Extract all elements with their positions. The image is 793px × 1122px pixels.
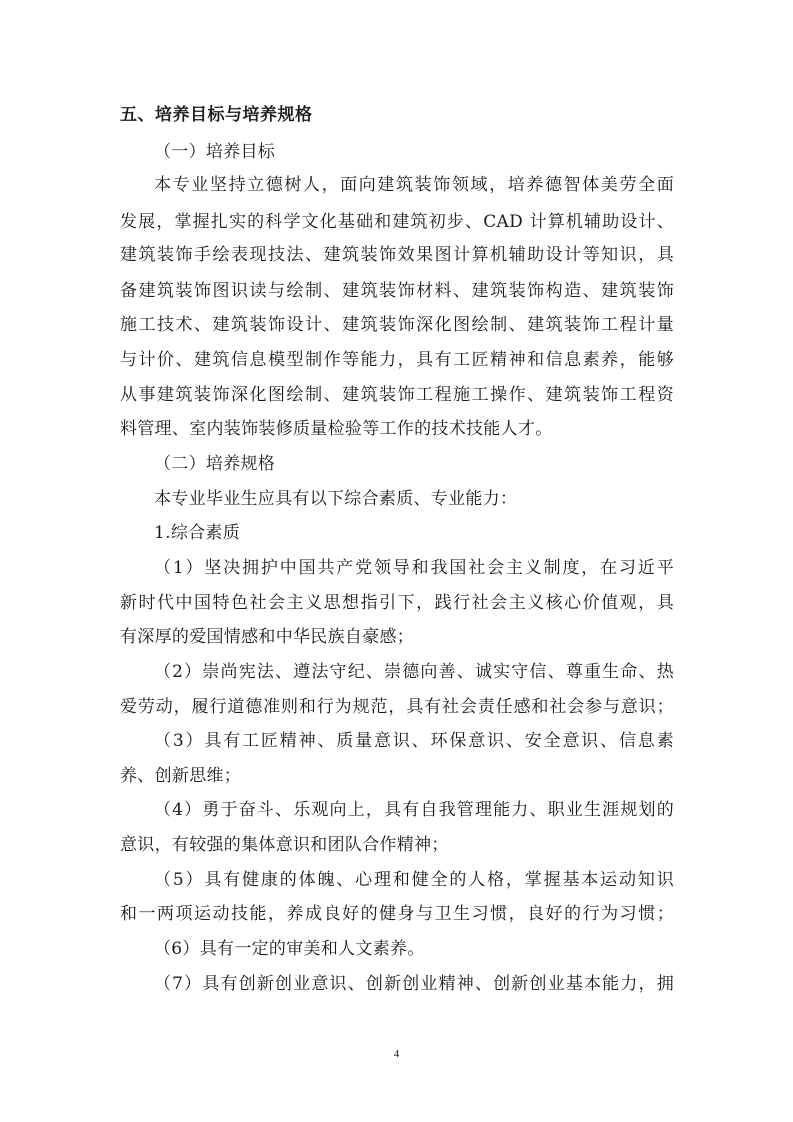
- goals-line-7: 从事建筑装饰深化图绘制、建筑装饰工程施工操作、建筑装饰工程资: [120, 385, 674, 405]
- page-number: 4: [393, 1048, 400, 1060]
- specs-item-heading: 1.综合素质: [154, 523, 241, 543]
- goals-line-4: 备建筑装饰图识读与绘制、建筑装饰材料、建筑装饰构造、建筑装饰: [120, 281, 674, 301]
- specs-line-3: 有深厚的爱国情感和中华民族自豪感；: [120, 627, 415, 647]
- goals-subheading: （一）培养目标: [154, 142, 276, 162]
- specs-line-12: （6）具有一定的审美和人文素养。: [154, 939, 425, 959]
- goals-line-1: 本专业坚持立德树人，面向建筑装饰领域，培养德智体美劳全面: [154, 175, 674, 195]
- specs-line-8: （4）勇于奋斗、乐观向上，具有自我管理能力、职业生涯规划的: [154, 800, 674, 820]
- goals-line-3: 建筑装饰手绘表现技法、建筑装饰效果图计算机辅助设计等知识，具: [120, 245, 674, 265]
- specs-line-2: 新时代中国特色社会主义思想指引下，践行社会主义核心价值观，具: [120, 593, 674, 613]
- specs-line-4: （2）崇尚宪法、遵法守纪、崇德向善、诚实守信、尊重生命、热: [154, 662, 674, 682]
- specs-line-6: （3）具有工匠精神、质量意识、环保意识、安全意识、信息素: [154, 731, 674, 751]
- specs-line-9: 意识，有较强的集体意识和团队合作精神；: [120, 835, 449, 855]
- specs-line-11: 和一两项运动技能，养成良好的健身与卫生习惯，良好的行为习惯；: [120, 904, 674, 924]
- specs-intro: 本专业毕业生应具有以下综合素质、专业能力：: [154, 489, 518, 509]
- specs-line-13: （7）具有创新创业意识、创新创业精神、创新创业基本能力，拥: [154, 974, 674, 994]
- goals-line-2: 发展，掌握扎实的科学文化基础和建筑初步、CAD 计算机辅助设计、: [120, 212, 674, 232]
- specs-line-5: 爱劳动，履行道德准则和行为规范，具有社会责任感和社会参与意识；: [120, 697, 674, 717]
- section-heading: 五、培养目标与培养规格: [120, 105, 313, 125]
- goals-line-8: 料管理、室内装饰装修质量检验等工作的技术技能人才。: [120, 419, 553, 439]
- goals-line-5: 施工技术、建筑装饰设计、建筑装饰深化图绘制、建筑装饰工程计量: [120, 315, 674, 335]
- specs-subheading: （二）培养规格: [154, 454, 276, 474]
- specs-line-10: （5）具有健康的体魄、心理和健全的人格，掌握基本运动知识: [154, 870, 674, 890]
- specs-line-7: 养、创新思维；: [120, 766, 242, 786]
- specs-line-1: （1）坚决拥护中国共产党领导和我国社会主义制度，在习近平: [154, 558, 674, 578]
- goals-line-6: 与计价、建筑信息模型制作等能力，具有工匠精神和信息素养，能够: [120, 350, 674, 370]
